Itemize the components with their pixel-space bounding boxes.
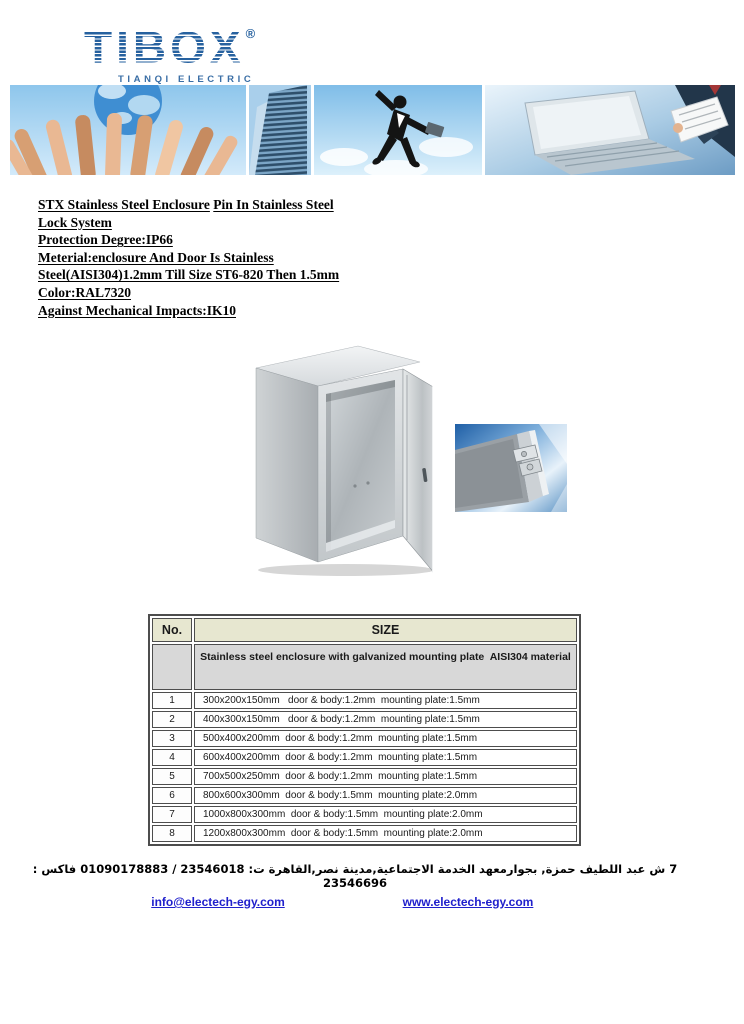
table-header-size: SIZE [194,618,577,642]
fax-label: فاكس : [32,862,77,876]
product-photo-enclosure-open [228,336,433,578]
table-subheader-spacer [152,644,192,690]
table-row: 4 600x400x200mm door & body:1.2mm mounting plate:1.5mm [152,749,577,766]
website-link[interactable]: www.electech-egy.com [402,895,534,909]
spec-line: STX Stainless Steel Enclosure Pin In Stainless Steel [38,197,334,212]
table-row: 8 1200x800x300mm door & body:1.5mm mounting plate:2.0mm [152,825,577,842]
tel-label: ت: [248,862,265,876]
table-row: 3 500x400x200mm door & body:1.2mm mounting plate:1.5mm [152,730,577,747]
spec-line: Against Mechanical Impacts:IK10 [38,302,236,318]
table-row: 5 700x500x250mm door & body:1.2mm mounting plate:1.5mm [152,768,577,785]
open-door-icon [403,369,433,574]
banner-photo-hands-globe [10,85,246,175]
brand-tagline: TIANQI ELECTRIC [118,74,255,85]
table-row: 6 800x600x300mm door & body:1.5mm mounting plate:2.0mm [152,787,577,804]
tibox-logo: TIBOX [84,22,245,72]
banner-photo-strip [10,85,736,175]
fax-number: 23546696 [322,876,387,890]
table-row: 2 400x300x150mm door & body:1.2mm mounting plate:1.5mm [152,711,577,728]
spec-line: Color:RAL7320 [38,284,131,300]
product-photo-hinge-detail [455,424,567,512]
tel-numbers: 01090178883 / 23546018 [80,862,245,876]
address-text: 7 ش عبد اللطيف حمزة, بجوارمعهد الخدمة الاجتماعية,مدينة نصر,القاهرة [268,862,678,876]
brand-logo [84,24,255,85]
banner-photo-businessman [314,85,482,175]
spec-line: Steel(AISI304)1.2mm Till Size ST6-820 Then 1.5mm [38,267,340,283]
spec-line: Lock System [38,214,112,230]
email-link[interactable]: info@electech-egy.com [151,895,285,909]
product-specs [38,196,339,319]
table-row: 1 300x200x150mm door & body:1.2mm mounting plate:1.5mm [152,692,577,709]
spec-line: Protection Degree:IP66 [38,232,173,248]
table-row: 7 1000x800x300mm door & body:1.5mm mounting plate:2.0mm [152,806,577,823]
banner-photo-skyscraper [249,85,311,175]
banner-photo-laptop-newspaper [485,85,735,175]
table-subheader: Stainless steel enclosure with galvanized mounting plate AISI304 material [194,644,577,690]
address-line [0,862,710,890]
table-header-no: No. [152,618,192,642]
size-table [148,614,581,846]
registered-trademark-icon: ® [245,26,256,41]
spec-line: Meterial:enclosure And Door Is Stainless [38,249,274,265]
